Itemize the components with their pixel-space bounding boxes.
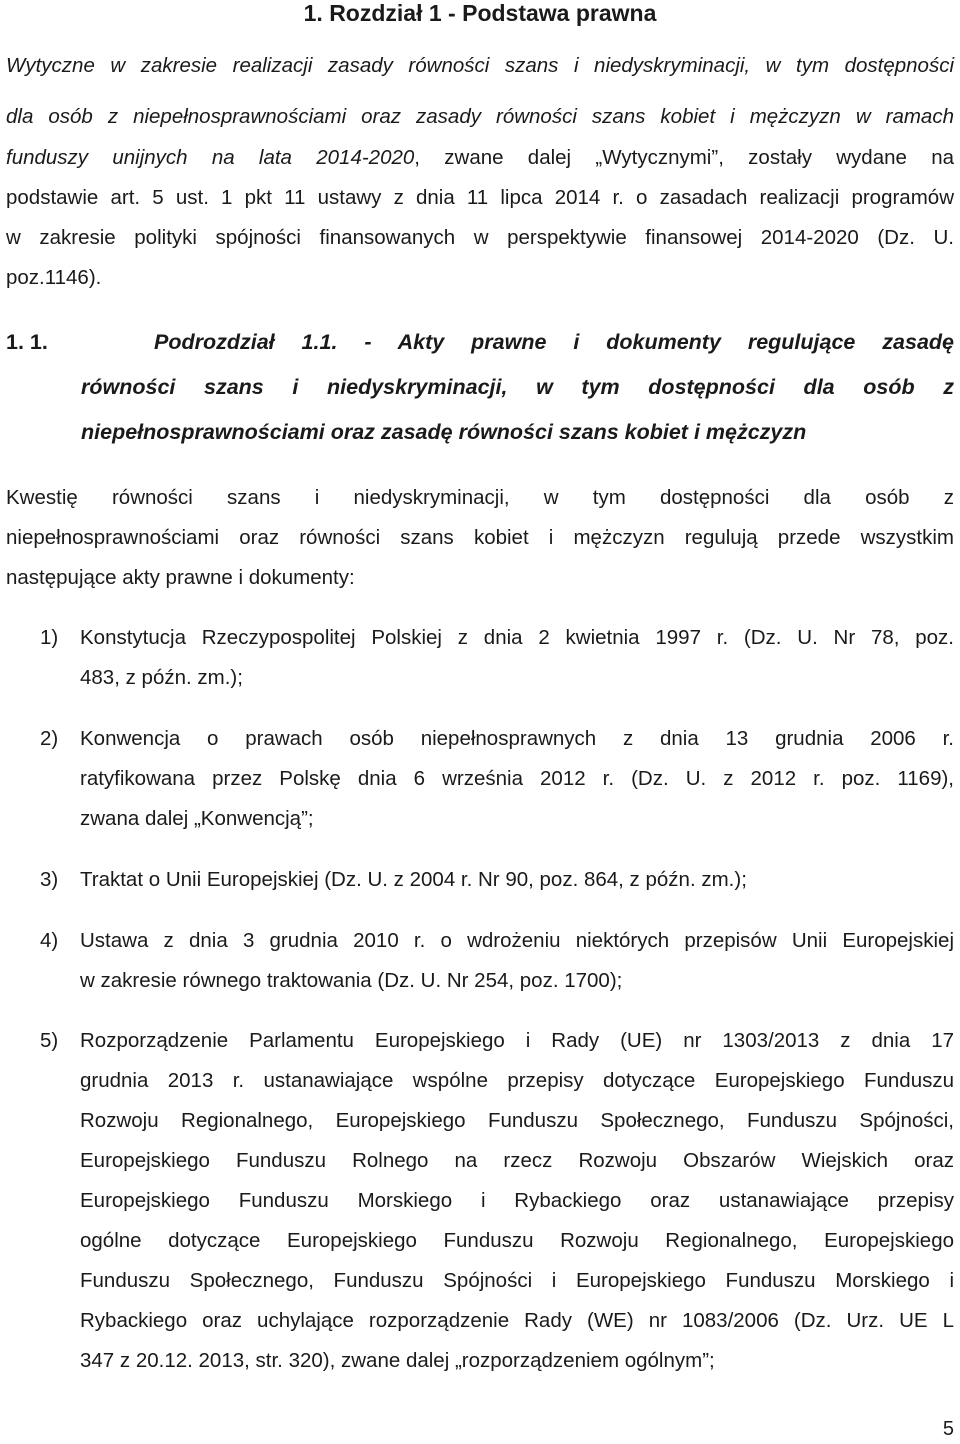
list-item-5-line: ogólne dotyczące Europejskiego Funduszu Rozwoju Regionalnego, Europejskiego (80, 1229, 954, 1252)
list-item-4-line: Ustawa z dnia 3 grudnia 2010 r. o wdrożeniu niektórych przepisów Unii Europejskiej (80, 929, 954, 952)
list-item-5-line: Funduszu Społecznego, Funduszu Spójności i Europejskiego Funduszu Morskiego i (80, 1269, 954, 1292)
list-item-2-line: Konwencja o prawach osób niepełnosprawnych z dnia 13 grudnia 2006 r. (80, 727, 954, 750)
intro-line-3-rest: , zwane dalej „Wytycznymi”, zostały wydane na (414, 146, 954, 169)
subsection-number: 1. 1. (6, 330, 48, 354)
list-number: 4) (40, 929, 59, 952)
list-item-1-line: 483, z późn. zm.); (80, 666, 243, 689)
subheading-line-1: Podrozdział 1.1. - Akty prawne i dokumenty regulujące zasadę (154, 330, 954, 354)
list-number: 2) (40, 727, 59, 750)
list-item-3-line: Traktat o Unii Europejskiej (Dz. U. z 2004 r. Nr 90, poz. 864, z późn. zm.); (80, 868, 747, 891)
list-number: 3) (40, 868, 59, 891)
list-item-2-line: ratyfikowana przez Polskę dnia 6 września 2012 r. (Dz. U. z 2012 r. poz. 1169), (80, 767, 954, 790)
list-item-5-line: Europejskiego Funduszu Morskiego i Rybackiego oraz ustanawiające przepisy (80, 1189, 954, 1212)
intro-italic-title: funduszy unijnych na lata 2014-2020 (6, 146, 415, 169)
subheading-line-2: równości szans i niedyskryminacji, w tym dostępności dla osób z (81, 375, 954, 399)
list-number: 1) (40, 626, 59, 649)
intro-line-2: dla osób z niepełnosprawnościami oraz zasady równości szans kobiet i mężczyzn w ramach (6, 105, 954, 128)
page-number: 5 (942, 1418, 954, 1440)
list-item-5-line: Rozwoju Regionalnego, Europejskiego Funduszu Społecznego, Funduszu Spójności, (80, 1109, 954, 1132)
list-item-5-line: Rozporządzenie Parlamentu Europejskiego i Rady (UE) nr 1303/2013 z dnia 17 (80, 1029, 954, 1052)
list-item-5-line: 347 z 20.12. 2013, str. 320), zwane dalej „rozporządzeniem ogólnym”; (80, 1349, 715, 1372)
list-item-5-line: grudnia 2013 r. ustanawiające wspólne przepisy dotyczące Europejskiego Funduszu (80, 1069, 954, 1092)
list-item-4-line: w zakresie równego traktowania (Dz. U. Nr 254, poz. 1700); (80, 969, 623, 992)
intro-line-4: podstawie art. 5 ust. 1 pkt 11 ustawy z dnia 11 lipca 2014 r. o zasadach realizacji programów (6, 186, 954, 209)
list-item-5-line: Rybackiego oraz uchylające rozporządzenie Rady (WE) nr 1083/2006 (Dz. Urz. UE L (80, 1309, 954, 1332)
para-line-3: następujące akty prawne i dokumenty: (6, 566, 355, 589)
list-item-2-line: zwana dalej „Konwencją”; (80, 807, 314, 830)
para-line-2: niepełnosprawnościami oraz równości szans kobiet i mężczyzn regulują przede wszystkim (6, 526, 954, 549)
list-item-5-line: Europejskiego Funduszu Rolnego na rzecz Rozwoju Obszarów Wiejskich oraz (80, 1149, 954, 1172)
intro-line-1: Wytyczne w zakresie realizacji zasady równości szans i niedyskryminacji, w tym dostępności (6, 54, 954, 77)
subheading-line-3: niepełnosprawnościami oraz zasadę równości szans kobiet i mężczyzn (81, 420, 807, 444)
section-heading: 1. Rozdział 1 - Podstawa prawna (303, 0, 657, 26)
intro-line-6: poz.1146). (6, 266, 102, 289)
para-line-1: Kwestię równości szans i niedyskryminacji, w tym dostępności dla osób z (6, 486, 954, 509)
intro-line-5: w zakresie polityki spójności finansowanych w perspektywie finansowej 2014-2020 (Dz. U. (6, 226, 954, 249)
list-number: 5) (40, 1029, 59, 1052)
list-item-1-line: Konstytucja Rzeczypospolitej Polskiej z dnia 2 kwietnia 1997 r. (Dz. U. Nr 78, poz. (80, 626, 954, 649)
intro-line-3 (6, 146, 954, 170)
